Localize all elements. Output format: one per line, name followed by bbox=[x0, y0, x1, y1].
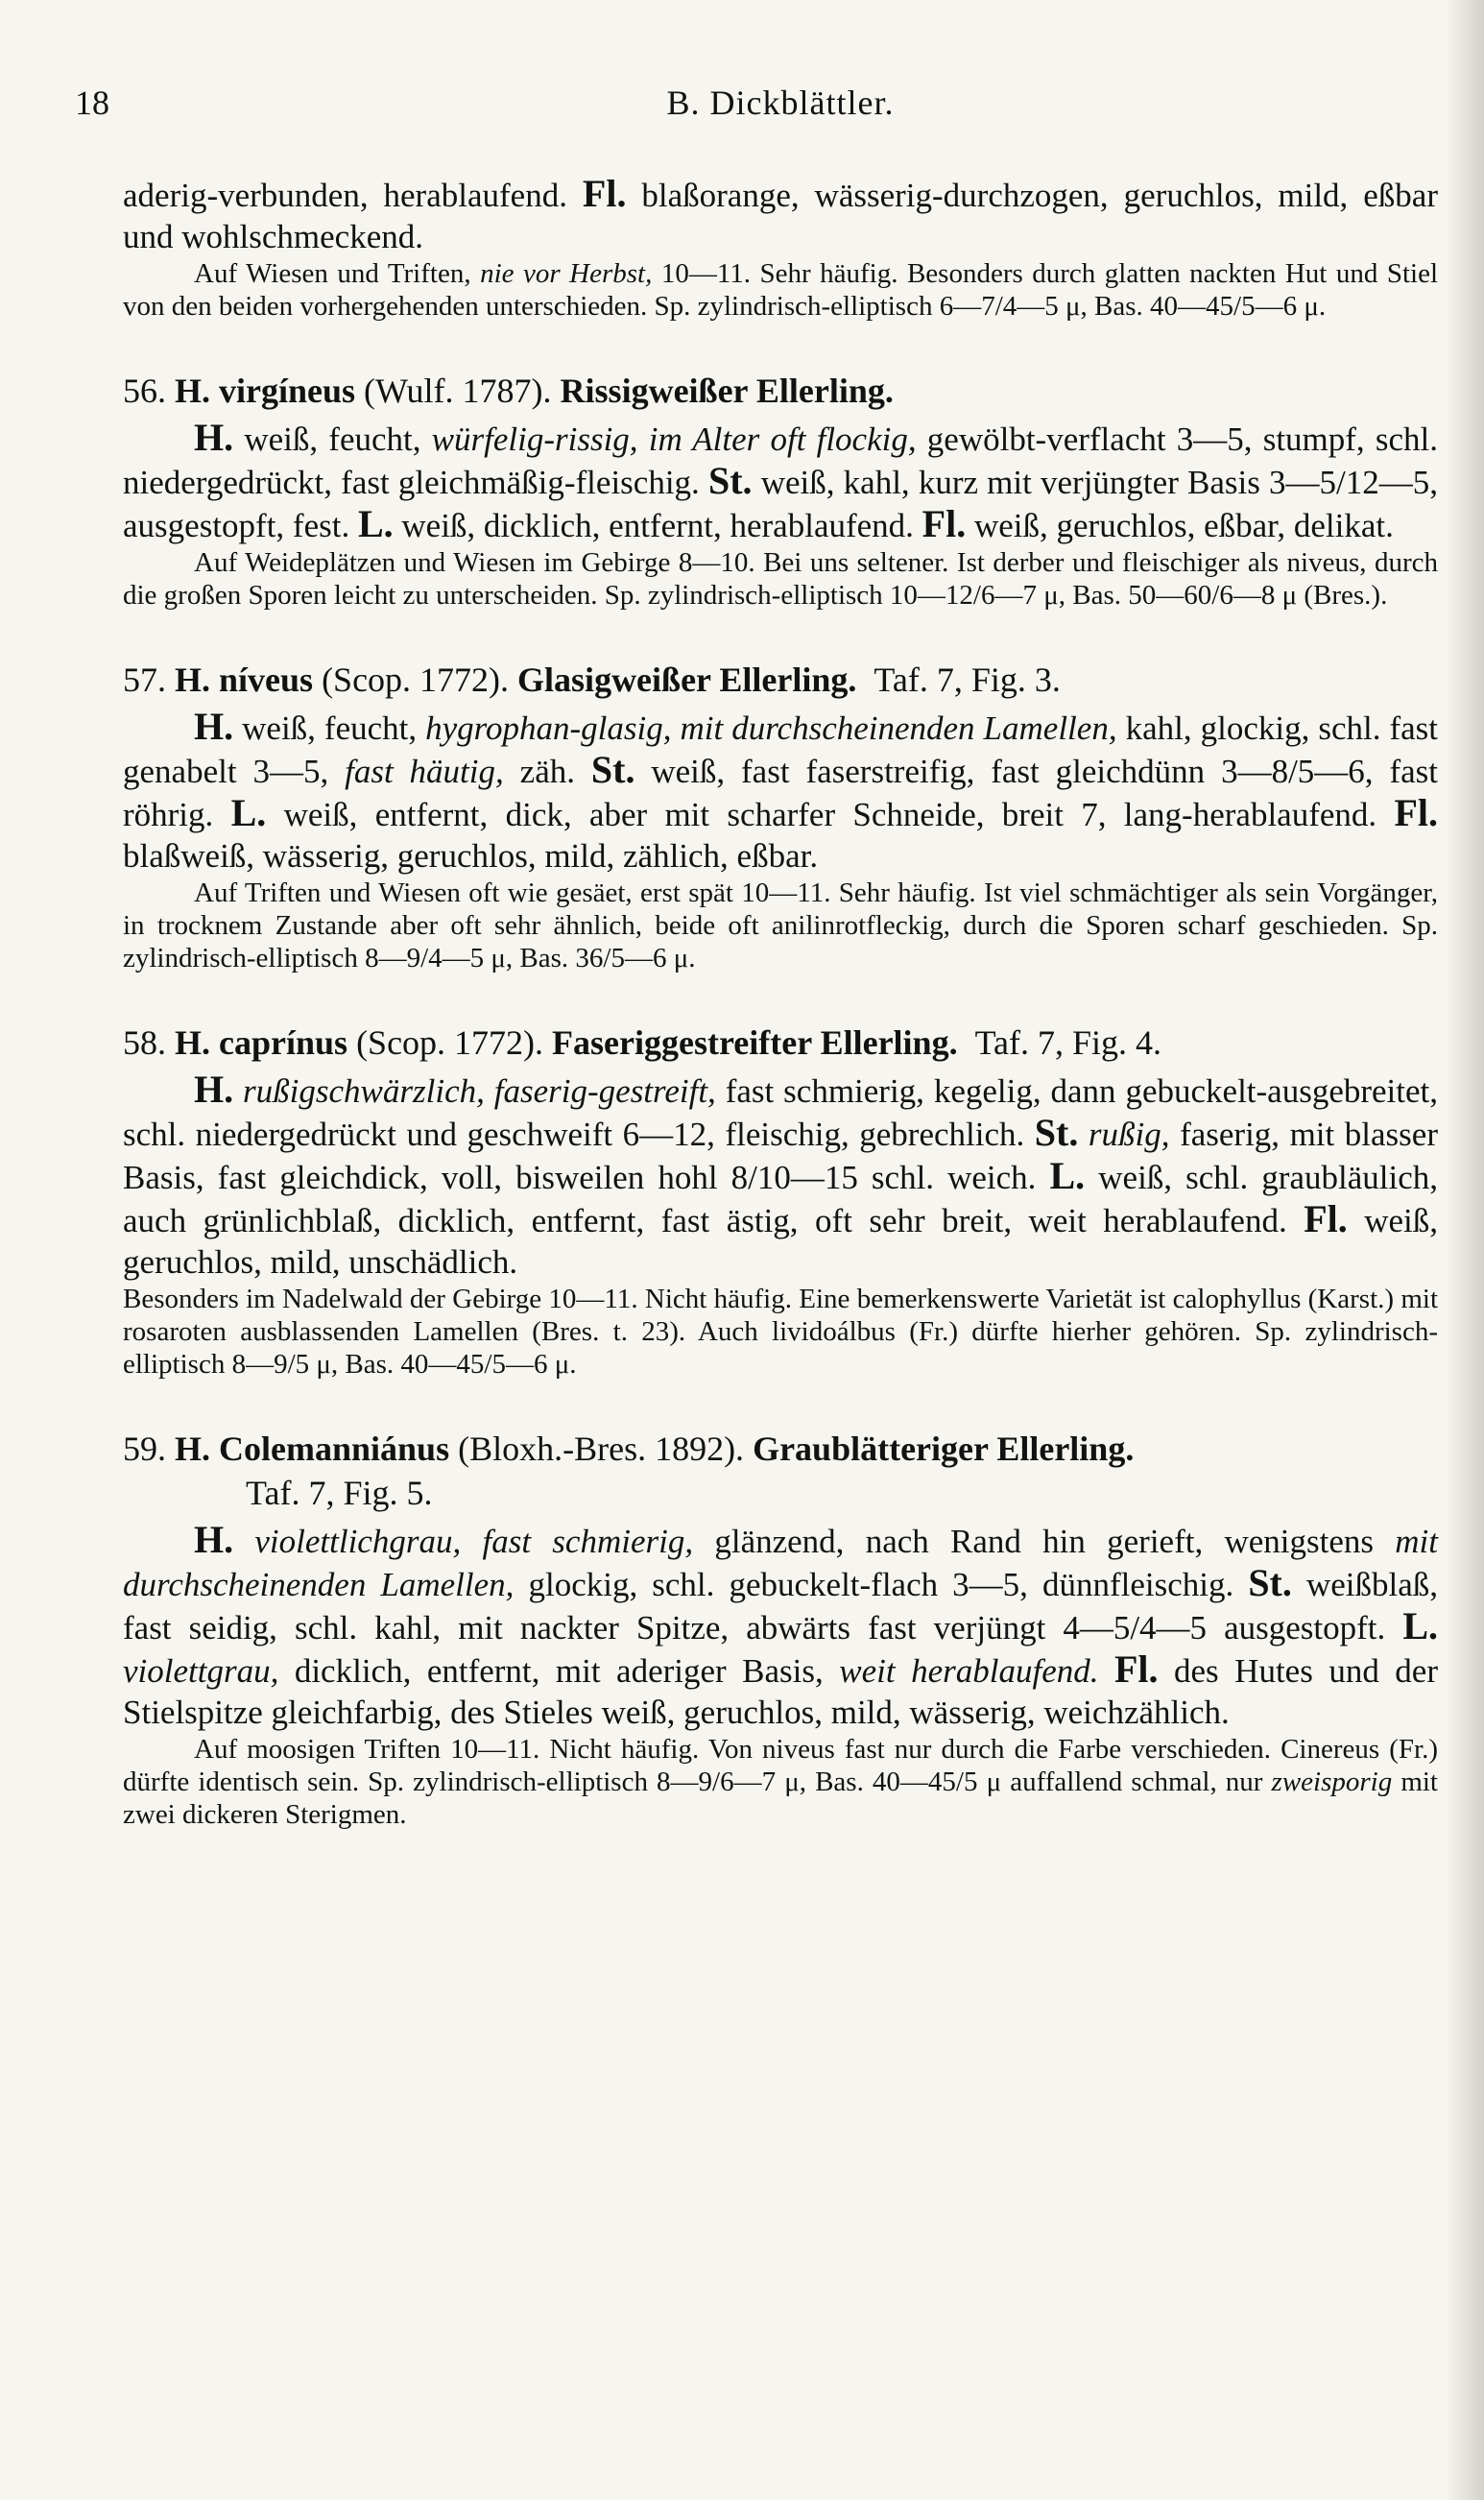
entry-heading: 59. H. Colemanniánus (Bloxh.-Bres. 1892). Graublätteriger Ellerling. Taf. 7, Fig. 5. bbox=[123, 1427, 1438, 1515]
entry-description: H. weiß, feucht, würfelig-rissig, im Alter oft flockig, gewölbt-verflacht 3—5, stumpf, schl. niedergedrückt, fast gleichmäßig-fleischig. St. weiß, kahl, kurz mit verjüngter Basis 3—5/12—5, ausgestopft, fest. L. weiß, dicklich, entfernt, herablaufend. Fl. weiß, geruchlos, eßbar, delikat. bbox=[123, 416, 1438, 545]
entry-heading: 56. H. virgíneus (Wulf. 1787). Rissigweißer Ellerling. bbox=[123, 372, 894, 410]
species-entry-57 bbox=[123, 658, 1438, 974]
entry-description: H. rußigschwärzlich, faserig-gestreift, fast schmierig, kegelig, dann gebuckelt-ausgebreitet, schl. niedergedrückt und geschweift 6—12, fleischig, gebrechlich. St. rußig, faserig, mit blasser Basis, fast gleichdick, voll, bisweilen hohl 8/10—15 schl. weich. L. weiß, schl. graubläulich, auch grünlichblaß, dicklich, entfernt, fast ästig, oft sehr breit, weit herablaufend. Fl. weiß, geruchlos, mild, unschädlich. bbox=[123, 1068, 1439, 1281]
species-entry-59 bbox=[123, 1427, 1438, 1831]
book-page bbox=[75, 83, 1439, 1831]
page-number: 18 bbox=[75, 84, 109, 122]
species-entry-56 bbox=[123, 369, 1438, 612]
running-head bbox=[75, 83, 1438, 140]
plate-reference: Taf. 7, Fig. 5. bbox=[246, 1474, 433, 1512]
page-edge-shadow bbox=[1446, 0, 1484, 2500]
entry-heading: 57. H. níveus (Scop. 1772). Glasigweißer Ellerling. Taf. 7, Fig. 3. bbox=[123, 661, 1061, 699]
entry-heading: 58. H. caprínus (Scop. 1772). Faseriggestreifter Ellerling. Taf. 7, Fig. 4. bbox=[123, 1023, 1162, 1062]
species-entry-58 bbox=[123, 1021, 1438, 1381]
entry-description: H. weiß, feucht, hygrophan-glasig, mit durchscheinenden Lamellen, kahl, glockig, schl. fast genabelt 3—5, fast häutig, zäh. St. weiß, fast faserstreifig, fast gleichdünn 3—8/5—6, fast röhrig. L. weiß, entfernt, dick, aber mit scharfer Schneide, breit 7, lang-herablaufend. Fl. blaßweiß, wässerig, geruchlos, mild, zählich, eßbar. bbox=[123, 705, 1439, 875]
entry-note: Auf moosigen Triften 10—11. Nicht häufig. Von niveus fast nur durch die Farbe verschieden. Cinereus (Fr.) dürfte identisch sein. Sp. zylindrisch-elliptisch 8—9/6—7 μ, Bas. 40—45/5 μ auffallend schmal, nur zweisporig mit zwei dickeren Sterigmen. bbox=[123, 1734, 1438, 1830]
entry-note: Besonders im Nadelwald der Gebirge 10—11. Nicht häufig. Eine bemerkenswerte Varietät ist calophyllus (Karst.) mit rosaroten ausblassenden Lamellen (Bres. t. 23). Auch lividoálbus (Fr.) dürfte hierher gehören. Sp. zylindrisch-elliptisch 8—9/5 μ, Bas. 40—45/5—6 μ. bbox=[123, 1284, 1438, 1380]
plate-reference: Taf. 7, Fig. 4. bbox=[974, 1023, 1162, 1062]
entry-note: Auf Weideplätzen und Wiesen im Gebirge 8—10. Bei uns seltener. Ist derber und fleischiger als niveus, durch die großen Sporen leicht zu unterscheiden. Sp. zylindrisch-elliptisch 10—12/6—7 μ, Bas. 50—60/6—8 μ (Bres.). bbox=[123, 547, 1438, 611]
section-title: B. Dickblättler. bbox=[666, 84, 895, 122]
plate-reference: Taf. 7, Fig. 3. bbox=[874, 661, 1061, 699]
entry-note: Auf Triften und Wiesen oft wie gesäet, erst spät 10—11. Sehr häufig. Ist viel schmächtiger als sein Vorgänger, in trocknem Zustande aber oft sehr ähnlich, beide oft anilinrotfleckig, durch die Sporen scharf geschieden. Sp. zylindrisch-elliptisch 8—9/4—5 μ, Bas. 36/5—6 μ. bbox=[123, 877, 1438, 974]
intro-note: Auf Wiesen und Triften, nie vor Herbst, 10—11. Sehr häufig. Besonders durch glatten nackten Hut und Stiel von den beiden vorhergehenden unterschieden. Sp. zylindrisch-elliptisch 6—7/4—5 μ, Bas. 40—45/5—6 μ. bbox=[123, 258, 1438, 322]
intro-description: aderig-verbunden, herablaufend. Fl. blaßorange, wässerig-durchzogen, geruchlos, mild, eßbar und wohlschmeckend. bbox=[123, 172, 1438, 255]
entry-description: H. violettlichgrau, fast schmierig, glänzend, nach Rand hin gerieft, wenigstens mit durchscheinenden Lamellen, glockig, schl. gebuckelt-flach 3—5, dünnfleischig. St. weißblaß, fast seidig, schl. kahl, mit nackter Spitze, abwärts fast verjüngt 4—5/4—5 ausgestopft. L. violettgrau, dicklich, entfernt, mit aderiger Basis, weit herablaufend. Fl. des Hutes und der Stielspitze gleichfarbig, des Stieles weiß, geruchlos, mild, wässerig, weichzählich. bbox=[123, 1518, 1438, 1731]
